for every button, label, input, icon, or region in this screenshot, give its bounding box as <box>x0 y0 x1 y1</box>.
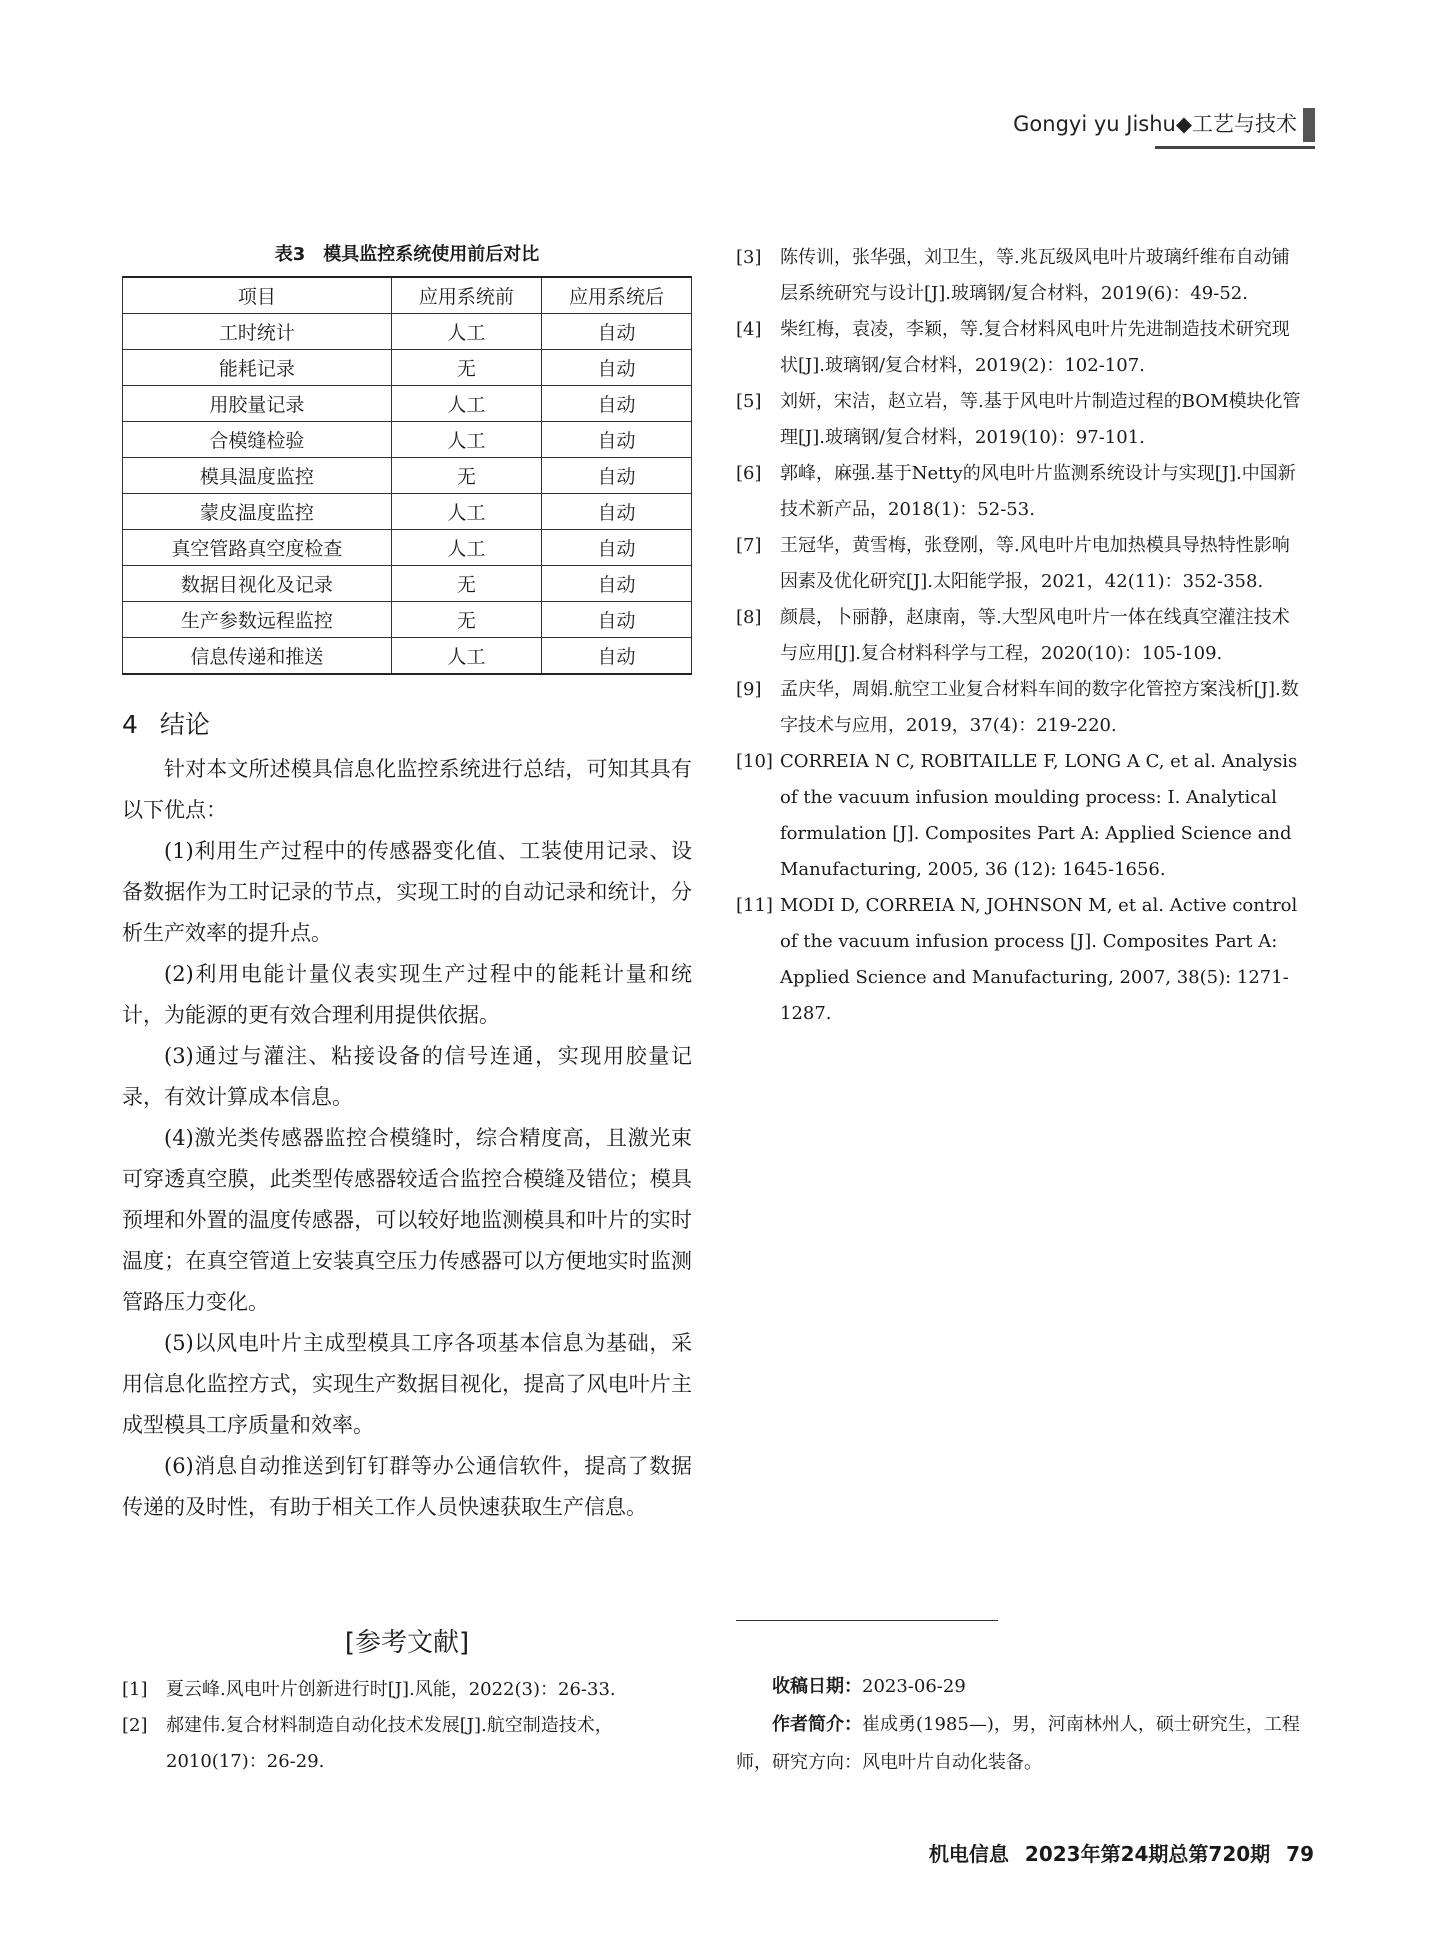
table-cell: 模具温度监控 <box>123 458 392 494</box>
received-date-line <box>736 1668 1306 1706</box>
author-text: 崔成勇(1985—)，男，河南林州人，硕士研究生，工程师，研究方向：风电叶片自动化装备。 <box>736 1714 1300 1773</box>
table-cell: 人工 <box>391 494 541 530</box>
table-header-cell: 项目 <box>123 277 392 314</box>
table-cell: 自动 <box>541 566 691 602</box>
reference-text: MODI D, CORREIA N, JOHNSON M, et al. Active control of the vacuum infusion process [J]. Composites Part A: Applied Science and Manufacturing, 2007, 38(5): 1271-1287. <box>780 895 1298 1024</box>
reference-text: 郝建伟.复合材料制造自动化技术发展[J].航空制造技术，2010(17)：26-29. <box>166 1715 613 1772</box>
reference-text: 颜晨，卜丽静，赵康南，等.大型风电叶片一体在线真空灌注技术与应用[J].复合材料科学与工程，2020(10)：105-109. <box>780 607 1290 664</box>
table-header-row <box>123 277 692 314</box>
table-cell: 自动 <box>541 458 691 494</box>
table-cell: 无 <box>391 350 541 386</box>
section-title: 结论 <box>159 710 210 739</box>
table-cell: 自动 <box>541 638 691 675</box>
footnote-rule <box>736 1620 998 1621</box>
section-number: 4 <box>122 710 138 739</box>
page-footer <box>929 1838 1314 1867</box>
table-cell: 自动 <box>541 314 691 350</box>
reference-item <box>736 528 1306 600</box>
reference-item <box>736 312 1306 384</box>
table-cell: 蒙皮温度监控 <box>123 494 392 530</box>
reference-item <box>736 240 1306 312</box>
table-cell: 生产参数远程监控 <box>123 602 392 638</box>
footer-journal: 机电信息 <box>928 1842 1009 1866</box>
table-cell: 能耗记录 <box>123 350 392 386</box>
received-date: 2023-06-29 <box>862 1676 966 1697</box>
table-cell: 无 <box>391 458 541 494</box>
table-caption: 表3 模具监控系统使用前后对比 <box>274 244 540 265</box>
reference-text: 夏云峰.风电叶片创新进行时[J].风能，2022(3)：26-33. <box>166 1679 616 1700</box>
reference-number: [5] <box>736 391 762 412</box>
table-cell: 自动 <box>541 530 691 566</box>
reference-text: 柴红梅，袁凌，李颖，等.复合材料风电叶片先进制造技术研究现状[J].玻璃钢/复合材料，2019(2)：102-107. <box>780 319 1290 376</box>
page-number: 79 <box>1286 1842 1314 1866</box>
table-cell: 人工 <box>391 422 541 458</box>
references-heading: [参考文献] <box>344 1628 470 1658</box>
reference-item <box>122 1708 692 1780</box>
received-label: 收稿日期： <box>772 1676 862 1697</box>
table-row <box>123 386 692 422</box>
table-row <box>123 350 692 386</box>
table-cell: 自动 <box>541 602 691 638</box>
footnotes <box>736 1668 1306 1782</box>
table-row <box>123 494 692 530</box>
paragraph: (4)激光类传感器监控合模缝时，综合精度高，且激光束可穿透真空膜，此类型传感器较适合监控合模缝及错位；模具预埋和外置的温度传感器，可以较好地监测模具和叶片的实时温度；在真空管道上安装真空压力传感器可以方便地实时监测管路压力变化。 <box>122 1126 692 1314</box>
table-cell: 用胶量记录 <box>123 386 392 422</box>
table-cell: 自动 <box>541 422 691 458</box>
paragraph: (6)消息自动推送到钉钉群等办公通信软件，提高了数据传递的及时性，有助于相关工作人员快速获取生产信息。 <box>122 1454 692 1519</box>
table-cell: 自动 <box>541 494 691 530</box>
header-bar-mark <box>1303 108 1315 142</box>
reference-number: [3] <box>736 247 762 268</box>
reference-number: [1] <box>122 1679 148 1700</box>
table-cell: 人工 <box>391 638 541 675</box>
reference-text: 孟庆华，周娟.航空工业复合材料车间的数字化管控方案浅析[J].数字技术与应用，2019，37(4)：219-220. <box>780 679 1299 736</box>
reference-item <box>736 672 1306 744</box>
reference-text: CORREIA N C, ROBITAILLE F, LONG A C, et al. Analysis of the vacuum infusion moulding process: I. Analytical formulation [J]. Composites Part A: Applied Science and Manufacturing, 2005, 36 (12): 1645-1656. <box>780 751 1298 880</box>
paragraph: (2)利用电能计量仪表实现生产过程中的能耗计量和统计，为能源的更有效合理利用提供依据。 <box>122 962 692 1027</box>
reference-number: [9] <box>736 679 762 700</box>
table-cell: 合模缝检验 <box>123 422 392 458</box>
section-name: 工艺与技术 <box>1192 112 1297 136</box>
table-row <box>123 602 692 638</box>
reference-item <box>736 600 1306 672</box>
reference-item <box>736 888 1306 1032</box>
references-list-right <box>736 240 1306 1032</box>
table-row <box>123 530 692 566</box>
reference-number: [6] <box>736 463 762 484</box>
reference-text: 郭峰，麻强.基于Netty的风电叶片监测系统设计与实现[J].中国新技术新产品，2018(1)：52-53. <box>780 463 1296 520</box>
table-cell: 真空管路真空度检查 <box>123 530 392 566</box>
reference-item <box>122 1672 692 1708</box>
table-cell: 无 <box>391 566 541 602</box>
reference-number: [10] <box>736 751 773 772</box>
comparison-table <box>122 276 692 675</box>
reference-number: [7] <box>736 535 762 556</box>
table-cell: 数据目视化及记录 <box>123 566 392 602</box>
reference-number: [2] <box>122 1715 148 1736</box>
journal-pinyin: Gongyi yu Jishu <box>1013 112 1176 136</box>
reference-text: 陈传训，张华强，刘卫生，等.兆瓦级风电叶片玻璃纤维布自动铺层系统研究与设计[J].玻璃钢/复合材料，2019(6)：49-52. <box>780 247 1290 304</box>
reference-item <box>736 744 1306 888</box>
reference-text: 刘妍，宋洁，赵立岩，等.基于风电叶片制造过程的BOM模块化管理[J].玻璃钢/复合材料，2019(10)：97-101. <box>780 391 1301 448</box>
section-heading <box>122 705 692 741</box>
table-row <box>123 566 692 602</box>
author-label: 作者简介： <box>772 1714 862 1735</box>
table-cell: 自动 <box>541 386 691 422</box>
reference-text: 王冠华，黄雪梅，张登刚，等.风电叶片电加热模具导热特性影响因素及优化研究[J].太阳能学报，2021，42(11)：352-358. <box>780 535 1290 592</box>
reference-number: [4] <box>736 319 762 340</box>
paragraph: (1)利用生产过程中的传感器变化值、工装使用记录、设备数据作为工时记录的节点，实现工时的自动记录和统计，分析生产效率的提升点。 <box>122 839 692 945</box>
table-cell: 人工 <box>391 314 541 350</box>
table-cell: 人工 <box>391 386 541 422</box>
table-row <box>123 422 692 458</box>
reference-number: [8] <box>736 607 762 628</box>
reference-item <box>736 456 1306 528</box>
table-row <box>123 638 692 675</box>
paragraph: (3)通过与灌注、粘接设备的信号连通，实现用胶量记录，有效计算成本信息。 <box>122 1044 692 1109</box>
reference-number: [11] <box>736 895 773 916</box>
table-cell: 自动 <box>541 350 691 386</box>
table-row <box>123 314 692 350</box>
running-header <box>900 108 1315 142</box>
table-cell: 信息传递和推送 <box>123 638 392 675</box>
table-row <box>123 458 692 494</box>
diamond-icon: ◆ <box>1175 112 1192 136</box>
reference-item <box>736 384 1306 456</box>
table-cell: 工时统计 <box>123 314 392 350</box>
paragraph: (5)以风电叶片主成型模具工序各项基本信息为基础，采用信息化监控方式，实现生产数据目视化，提高了风电叶片主成型模具工序质量和效率。 <box>122 1331 692 1437</box>
author-bio <box>736 1706 1306 1782</box>
paragraph: 针对本文所述模具信息化监控系统进行总结，可知其具有以下优点： <box>122 757 692 822</box>
footer-issue: 2023年第24期总第720期 <box>1024 1842 1271 1866</box>
table-header-cell: 应用系统后 <box>541 277 691 314</box>
left-column <box>122 240 692 1528</box>
table-cell: 无 <box>391 602 541 638</box>
header-rule <box>1155 146 1315 149</box>
table-header-cell: 应用系统前 <box>391 277 541 314</box>
table-cell: 人工 <box>391 530 541 566</box>
references-list-left <box>122 1672 692 1780</box>
